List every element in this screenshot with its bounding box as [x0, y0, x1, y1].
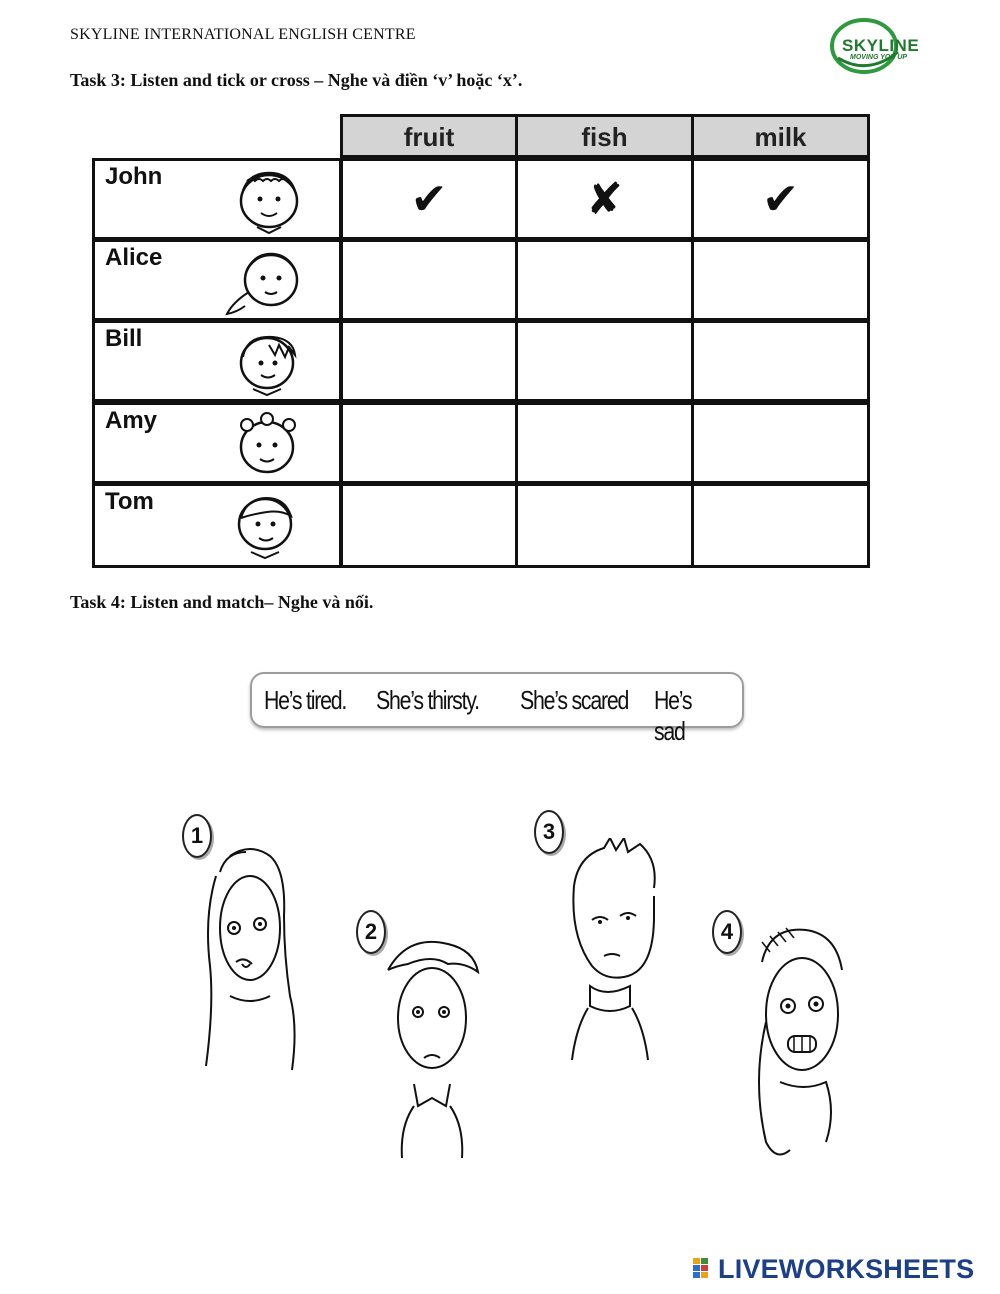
task4-title: Task 4: Listen and match– Nghe và nối.	[70, 592, 374, 612]
picture-number: 3	[534, 810, 564, 854]
name-cell	[92, 239, 342, 321]
answer-cell[interactable]	[340, 239, 518, 321]
answer-cell[interactable]	[515, 483, 694, 568]
picture-number: 1	[182, 814, 212, 858]
picture-number: 4	[712, 910, 742, 954]
table-row	[92, 320, 872, 402]
child-name: Amy	[105, 407, 158, 434]
column-header-milk: milk	[691, 114, 870, 158]
school-name: SKYLINE INTERNATIONAL ENGLISH CENTRE	[70, 26, 416, 43]
logo-text: SKYLINE	[842, 36, 920, 55]
answer-cell[interactable]	[515, 158, 694, 240]
answer-cell[interactable]	[340, 158, 518, 240]
table-row	[92, 158, 872, 240]
answer-cell[interactable]	[515, 402, 694, 484]
word-bank	[250, 672, 744, 746]
table-row	[92, 239, 872, 321]
tick-mark: ✔	[410, 174, 448, 225]
table-row	[92, 402, 872, 484]
boy-sad-icon[interactable]	[384, 934, 484, 1160]
name-cell	[92, 320, 342, 402]
word-bank-phrase[interactable]: She’s scared	[520, 685, 629, 715]
name-cell	[92, 158, 342, 240]
answer-cell[interactable]	[340, 402, 518, 484]
girl-thirsty-icon[interactable]	[196, 846, 296, 1076]
boy-face-icon	[213, 327, 313, 403]
child-name: Tom	[105, 488, 154, 515]
answer-cell[interactable]	[340, 320, 518, 402]
tick-cross-table	[92, 114, 872, 568]
picture-number: 2	[356, 910, 386, 954]
table-row	[92, 483, 872, 568]
liveworksheets-logo-icon	[693, 1258, 717, 1280]
answer-cell[interactable]	[515, 320, 694, 402]
girl-scared-icon[interactable]	[740, 922, 850, 1168]
column-header-fish: fish	[515, 114, 694, 158]
answer-cell[interactable]	[691, 158, 870, 240]
liveworksheets-brand: LIVEWORKSHEETS	[718, 1254, 975, 1284]
logo-tagline: MOVING YOU UP	[850, 54, 908, 61]
tick-mark: ✔	[762, 174, 799, 225]
boy-face-icon	[213, 490, 313, 566]
skyline-logo	[828, 18, 938, 74]
answer-cell[interactable]	[691, 239, 870, 321]
word-bank-phrase[interactable]: She’s thirsty.	[376, 685, 479, 715]
word-bank-phrase[interactable]: He’s tired.	[264, 685, 347, 715]
name-cell	[92, 483, 342, 568]
child-name: John	[105, 163, 163, 190]
answer-cell[interactable]	[340, 483, 518, 568]
word-bank-phrase[interactable]: He’s sad	[654, 685, 692, 746]
girl-face-icon	[213, 246, 313, 322]
answer-cell[interactable]	[515, 239, 694, 321]
boy-tired-icon[interactable]	[560, 838, 670, 1068]
column-header-fruit: fruit	[340, 114, 518, 158]
answer-cell[interactable]	[691, 402, 870, 484]
name-cell	[92, 402, 342, 484]
answer-cell[interactable]	[691, 483, 870, 568]
child-name: Alice	[105, 244, 163, 271]
boy-face-icon	[213, 165, 313, 241]
task3-title: Task 3: Listen and tick or cross – Nghe và điền ‘v’ hoặc ‘x’.	[70, 70, 523, 90]
answer-cell[interactable]	[691, 320, 870, 402]
cross-mark: ✘	[586, 174, 623, 225]
child-name: Bill	[105, 325, 143, 352]
girl-face-icon	[213, 409, 313, 485]
